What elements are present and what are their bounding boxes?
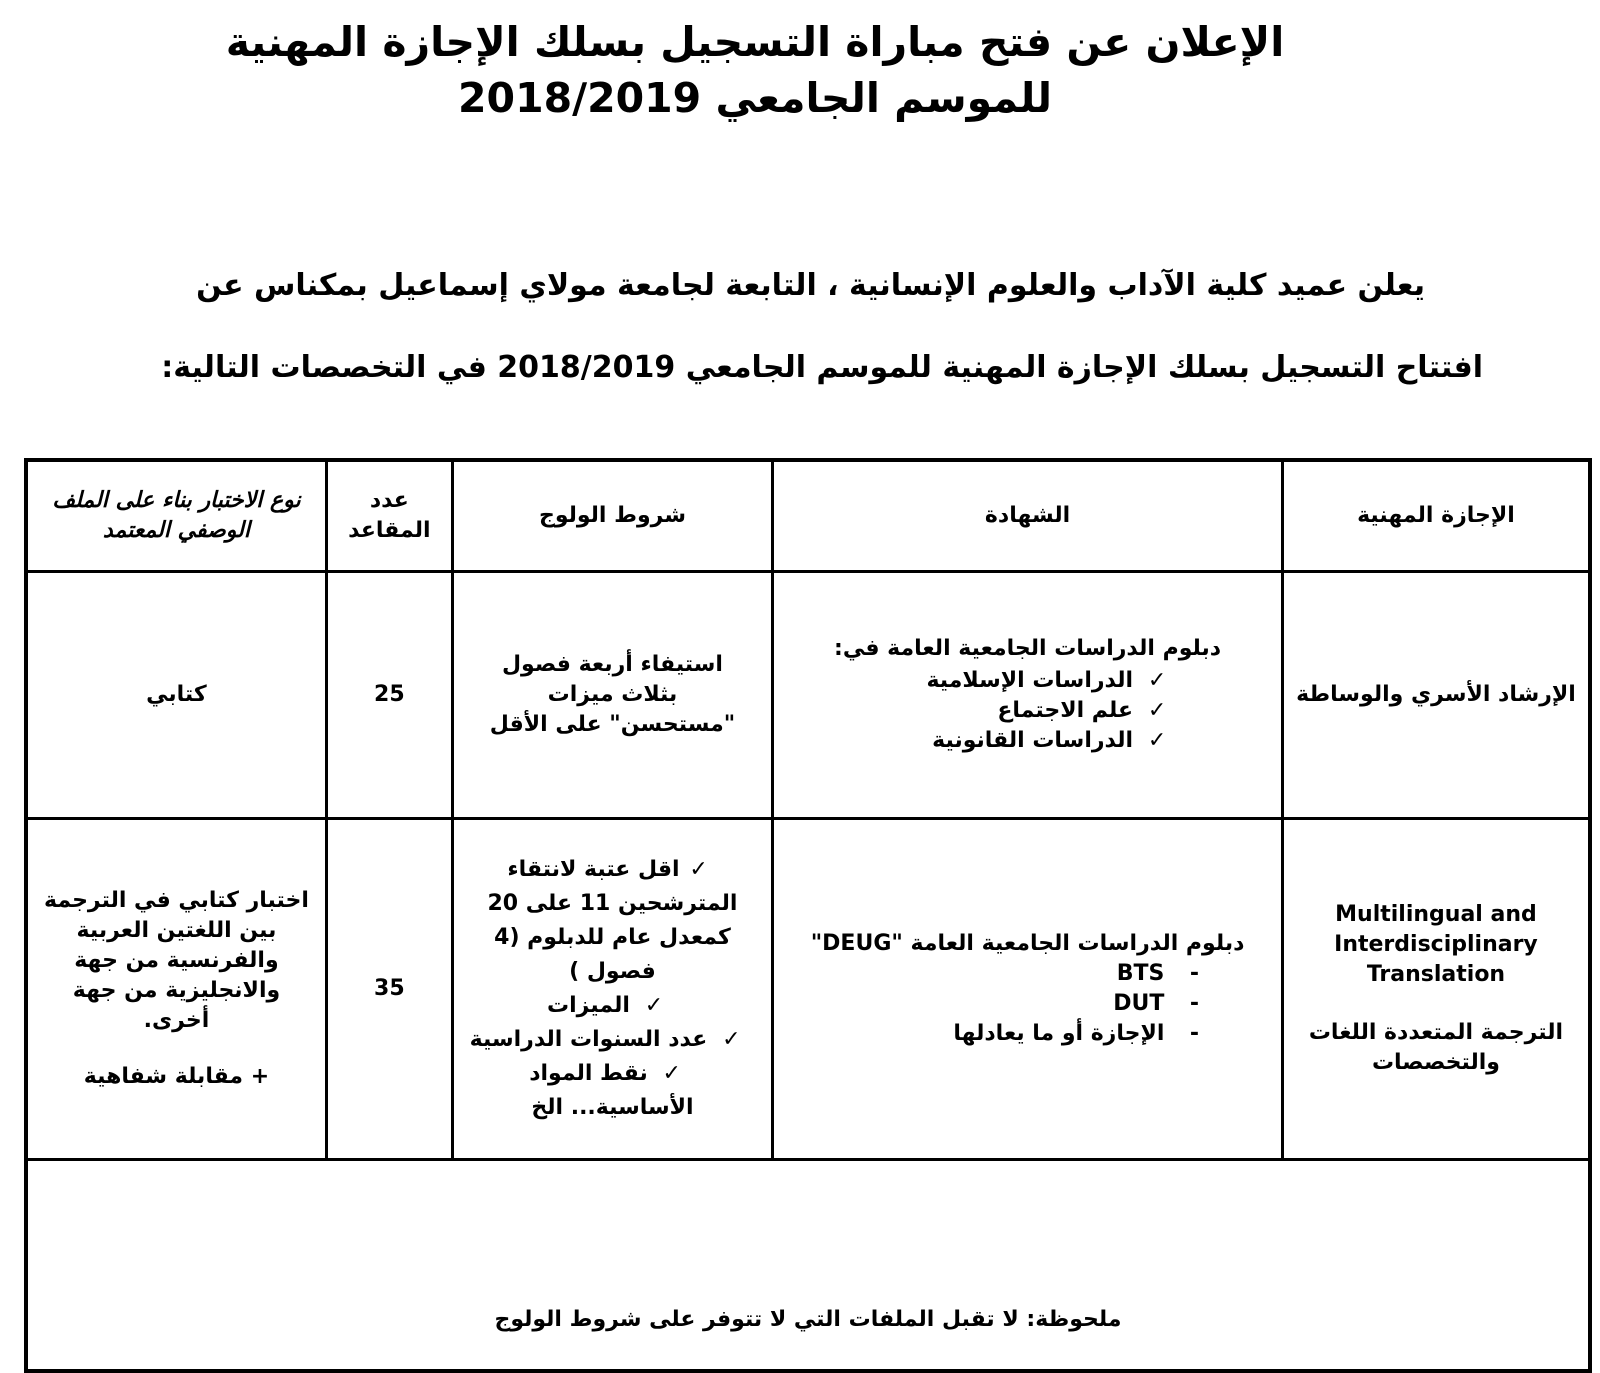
announcement-title <box>0 14 1510 126</box>
row2-test-extra: + مقابلة شفاهية <box>83 1064 270 1089</box>
dash-icon: - <box>1189 961 1199 986</box>
row2-license-en: Multilingual and Interdisciplinary Translation <box>1334 902 1538 987</box>
header-license: الإجازة المهنية <box>1281 462 1588 573</box>
header-test-type: نوع الاختبار بناء على الملف الوصفي المعتمد <box>28 462 325 573</box>
note-text: ملحوظة: لا تقبل الملفات التي لا تتوفر على شروط الولوج <box>28 1161 1588 1369</box>
table-row <box>28 573 1588 820</box>
row2-certificate-intro: دبلوم الدراسات الجامعية العامة "DEUG" <box>810 931 1245 956</box>
row1-certificate <box>771 573 1281 820</box>
list-item: -BTS <box>953 959 1224 989</box>
row2-license-ar: الترجمة المتعددة اللغات والتخصصات <box>1308 1020 1564 1075</box>
list-item: -الإجازة أو ما يعادلها <box>953 1019 1224 1049</box>
programs-table <box>24 458 1592 1373</box>
row1-conditions: استيفاء أربعة فصول بثلاث ميزات "مستحسن" على الأقل <box>451 573 771 820</box>
row2-certificate <box>771 820 1281 1161</box>
check-icon: ✓ <box>722 1027 741 1052</box>
intro-line-1: يعلن عميد كلية الآداب والعلوم الإنسانية ، التابعة لجامعة مولاي إسماعيل بمكناس عن <box>196 268 1425 303</box>
condition-item: ✓اقل عتبة لانتقاء المترشحين 11 على 20 كمعدل عام للدبلوم (4 فصول ) <box>468 853 757 989</box>
row2-seats: 35 <box>325 820 451 1161</box>
check-icon: ✓ <box>1147 728 1167 753</box>
row1-certificate-intro: دبلوم الدراسات الجامعية العامة في: <box>834 636 1222 661</box>
row2-test-type <box>28 820 325 1161</box>
dash-icon: - <box>1189 991 1199 1016</box>
check-icon: ✓ <box>644 993 664 1018</box>
title-line-1: الإعلان عن فتح مباراة التسجيل بسلك الإجازة المهنية <box>225 18 1285 66</box>
row1-test-type: كتابي <box>28 573 325 820</box>
header-certificate: الشهادة <box>771 462 1281 573</box>
check-icon: ✓ <box>662 1061 681 1086</box>
title-line-2: للموسم الجامعي 2018/2019 <box>458 74 1052 122</box>
row2-license <box>1281 820 1588 1161</box>
header-seats: عدد المقاعد <box>325 462 451 573</box>
list-item: ✓الدراسات القانونية <box>926 726 1181 756</box>
row2-test-description: اختبار كتابي في الترجمة بين اللغتين العربية والفرنسية من جهة والانجليزية من جهة أخرى. <box>43 888 309 1033</box>
condition-item: ✓نقط المواد الأساسية... الخ <box>468 1057 757 1125</box>
dash-icon: - <box>1189 1021 1199 1046</box>
check-icon: ✓ <box>1147 698 1167 723</box>
check-icon: ✓ <box>689 857 708 882</box>
intro-line-2: افتتاح التسجيل بسلك الإجازة المهنية للموسم الجامعي 2018/2019 في التخصصات التالية: <box>161 350 1483 385</box>
note-row <box>28 1161 1588 1369</box>
list-item: -DUT <box>953 989 1224 1019</box>
row1-license: الإرشاد الأسري والوساطة <box>1281 573 1588 820</box>
row2-conditions <box>451 820 771 1161</box>
list-item: ✓علم الاجتماع <box>926 696 1181 726</box>
list-item: ✓الدراسات الإسلامية <box>926 666 1181 696</box>
check-icon: ✓ <box>1147 668 1167 693</box>
row1-seats: 25 <box>325 573 451 820</box>
row2-certificate-list <box>953 959 1224 1049</box>
table-row <box>28 820 1588 1161</box>
table-header-row <box>28 462 1588 573</box>
row1-certificate-list <box>926 666 1181 756</box>
header-conditions: شروط الولوج <box>451 462 771 573</box>
condition-item: ✓الميزات <box>468 989 757 1023</box>
condition-item: ✓عدد السنوات الدراسية <box>468 1023 757 1057</box>
